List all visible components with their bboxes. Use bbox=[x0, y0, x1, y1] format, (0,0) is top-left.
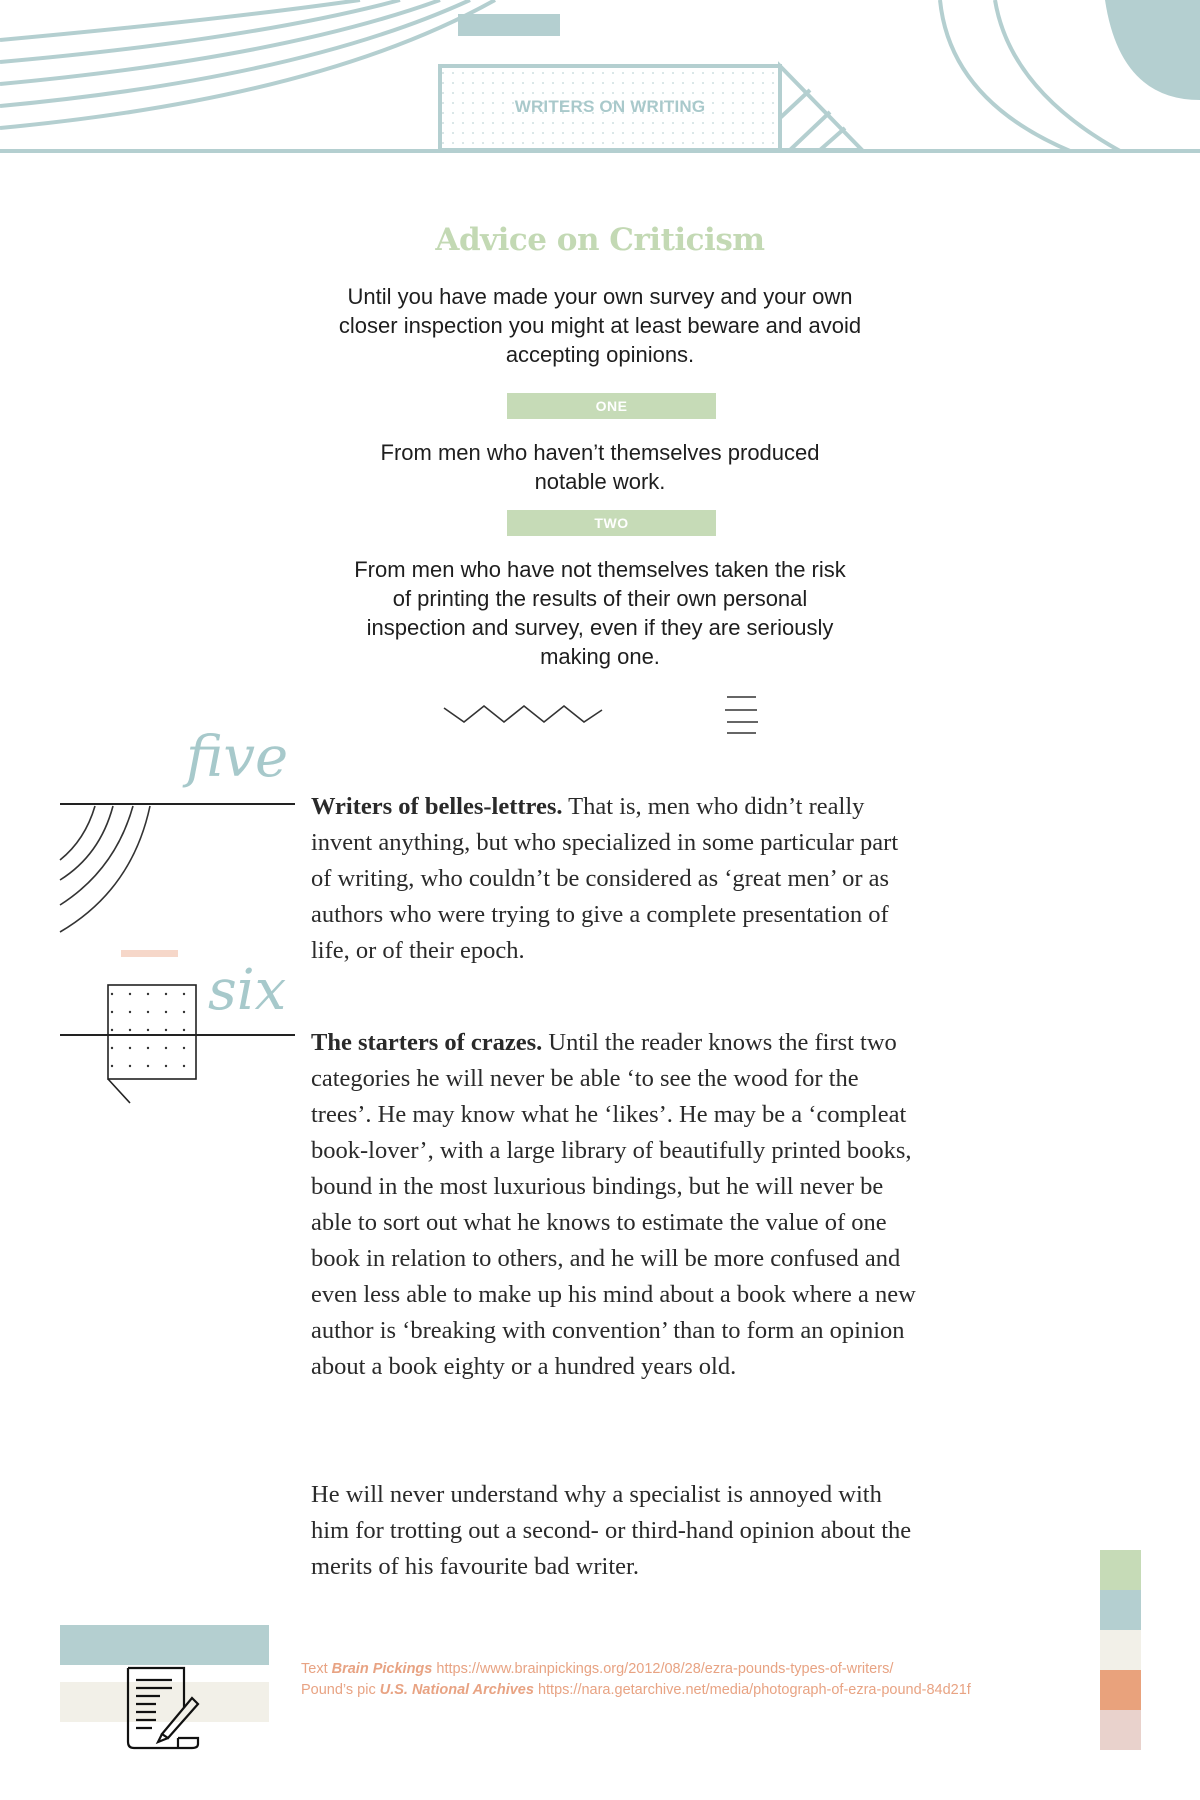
intro-text bbox=[0, 282, 1200, 369]
swatch-cream bbox=[1100, 1630, 1141, 1670]
swatch-green bbox=[1100, 1550, 1141, 1590]
section-label: WRITERS ON WRITING bbox=[514, 97, 706, 116]
intro-paragraph: Until you have made your own survey and your own closer inspection you might at least beware and avoid accepting opinions. bbox=[338, 284, 862, 367]
badge-two: TWO bbox=[507, 510, 716, 536]
numeral-six: six bbox=[208, 958, 287, 1023]
swatch-teal bbox=[1100, 1590, 1141, 1630]
rule-two-text: From men who have not themselves taken the risk of printing the results of their own personal inspection and survey, even if they are seriously making one. bbox=[354, 557, 846, 669]
source-image-link[interactable]: https://nara.getarchive.net/media/photograph-of-ezra-pound-84d21f bbox=[533, 1682, 971, 1698]
source-image bbox=[301, 1682, 971, 1698]
page-title: Advice on Criticism bbox=[435, 222, 765, 258]
paragraph-five-lead: Writers of belles-lettres. bbox=[311, 793, 563, 820]
paragraph-six-lead: The starters of crazes. bbox=[311, 1029, 543, 1056]
source-text-prefix: Text bbox=[301, 1661, 332, 1677]
source-text bbox=[301, 1661, 893, 1677]
paragraph-six bbox=[311, 1025, 921, 1385]
paragraph-five-body: That is, men who didn’t really invent anything, but who specialized in some particular part of writing, who couldn’t be considered as ‘great men’ or as authors who were trying to give a complete presentation of life, or of their epoch. bbox=[311, 793, 899, 964]
swatch-pink bbox=[1100, 1710, 1141, 1750]
paragraph-six-continued: He will never understand why a specialist is annoyed with him for trotting out a second- or third-hand opinion about the merits of his favourite bad writer. bbox=[311, 1481, 912, 1580]
source-text-link[interactable]: https://www.brainpickings.org/2012/08/28/ezra-pounds-types-of-writers/ bbox=[432, 1661, 894, 1677]
rule-one-text: From men who haven’t themselves produced notable work. bbox=[380, 440, 820, 494]
badge-one: ONE bbox=[507, 393, 716, 419]
document-writing-icon bbox=[122, 1664, 202, 1750]
paragraph-six-body: Until the reader knows the first two categories he will never be able ‘to see the wood for the trees’. He may know what he ‘likes’. He may be a ‘compleat book-lover’, with a large library of beautifully printed books, bound in the most luxurious bindings, but he will never be able to sort out what he knows to estimate the value of one book in relation to others, and he will be more confused and even less able to make up his mind about a book where a new author is ‘breaking with convention’ than to form an opinion about a book eighty or a hundred years old. bbox=[311, 1029, 916, 1380]
numeral-five: five bbox=[186, 725, 289, 790]
source-image-prefix: Pound’s pic bbox=[301, 1682, 380, 1698]
paragraph-five bbox=[311, 789, 921, 969]
source-image-name: U.S. National Archives bbox=[379, 1682, 534, 1698]
source-text-name: Brain Pickings bbox=[331, 1661, 433, 1677]
swatch-orange bbox=[1100, 1670, 1141, 1710]
